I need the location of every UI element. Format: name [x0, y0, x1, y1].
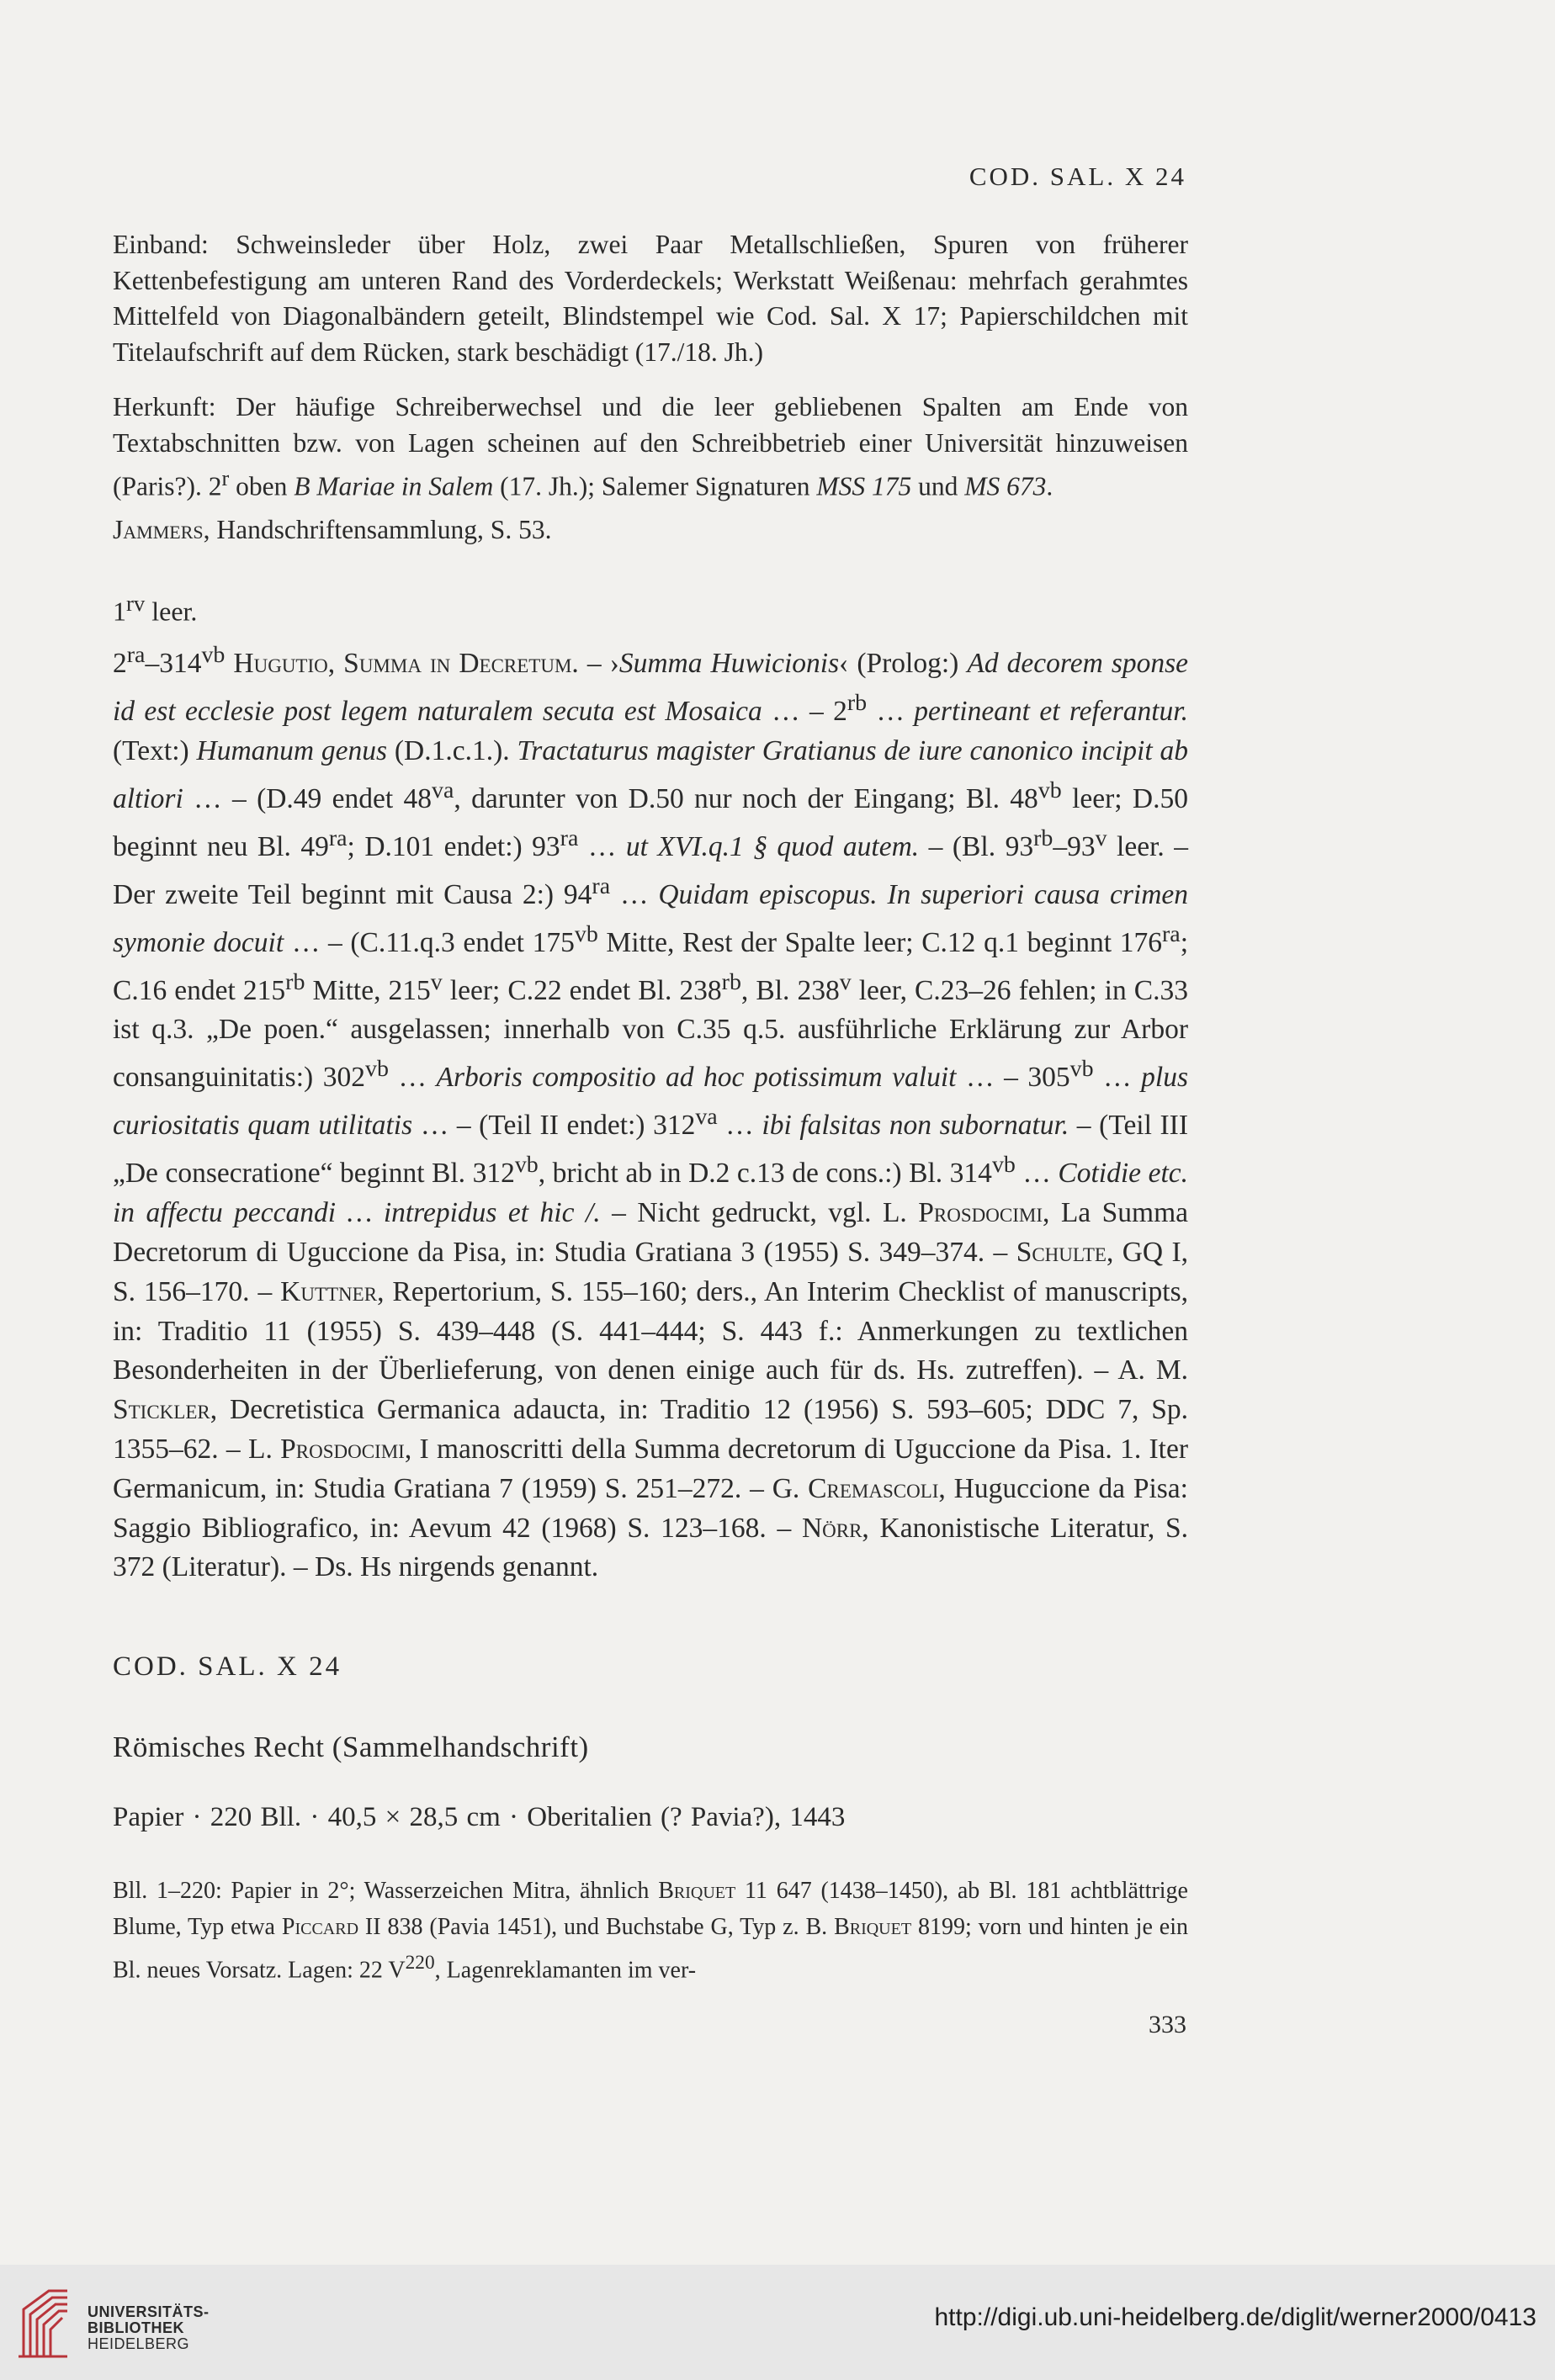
ub-heidelberg-logo-icon[interactable]: [15, 2284, 76, 2361]
einband-paragraph: Einband: Schweinsleder über Holz, zwei Paar Metallschließen, Spuren von früherer Kettenbefestigung am unteren Rand des Vorderdeckels; Werkstatt Weißenau: mehrfach gerahmtes Mittelfeld von Diagonalbändern geteilt, Blindstempel wie Cod. Sal. X 17; Papierschildchen mit Titelaufschrift auf dem Rücken, stark beschädigt (17./18. Jh.): [113, 230, 1188, 367]
permalink-url[interactable]: http://digi.ub.uni-heidelberg.de/diglit/werner2000/0413: [934, 2303, 1536, 2331]
section-meta: Papier · 220 Bll. · 40,5 × 28,5 cm · Oberitalien (? Pavia?), 1443: [113, 1802, 846, 1832]
main-content-paragraph: $2^{ra}-314^{vb}$ Hugutio, Summa in Decretum. – ›Summa Huwicionis‹ (Prolog:) Ad decorem sponse id est ecclesie post legem naturalem secuta est Mosaica … – $2^{rb}$ … pertineant et referantur. (Text:) Humanum genus (D.1.c.1.). Tractaturus magister Gratianus de iure canonico incipit ab altiori … – (D.49 endet $48^{va}$, darunter von D.50 nur noch der Eingang; Bl. $48^{vb}$ leer; D.50 beginnt neu Bl. $49^{ra}$; D.101 endet:) $93^{ra}$ … ut XVI.q.1 § quod autem. – (Bl. $93^{rb}-93^v$ leer. – Der zweite Teil beginnt mit Causa 2:) $94^{ra}$ … Quidam episcopus. In superiori causa crimen symonie docuit … – (C.11.q.3 endet $175^{vb}$ Mitte, Rest der Spalte leer; C.12 q.1 beginnt $176^{ra}$; C.16 endet $215^{rb}$ Mitte, 215$^v$ leer; C.22 endet Bl. $238^{rb}$, Bl. 238$^v$ leer, C.23–26 fehlen; in C.33 ist q.3. „De poen.“ ausgelassen; innerhalb von C.35 q.5. ausführliche Erklärung zur Arbor consanguinitatis:) $302^{vb}$ … Arboris compositio ad hoc potissimum valuit … – $305^{vb}$ … plus curiositatis quam utilitatis … – (Teil II endet:) $312^{va}$ … ibi falsitas non subornatur. – (Teil III „De consecratione“ beginnt Bl. $312^{vb}$, bricht ab in D.2 c.13 de cons.:) Bl. $314^{vb}$ … Cotidie etc. in affectu peccandi … intrepidus et hic /. – Nicht gedruckt, vgl. L. Prosdocimi, La Summa Decretorum di Uguccione da Pisa, in: Studia Gratiana 3 (1955) S. 349–374. – Schulte, GQ I, S. 156–170. – Kuttner, Repertorium, S. 155–160; ders., An Interim Checklist of manuscripts, in: Traditio 11 (1955) S. 439–448 (S. 441–444; S. 443 f.: Anmerkungen zu textlichen Besonderheiten in der Überlieferung, von denen einige auch für ds. Hs. zutreffen). – A. M. Stickler, Decretistica Germanica adaucta, in: Traditio 12 (1956) S. 593–605; DDC 7, Sp. 1355–62. – L. Prosdocimi, I manoscritti della Summa decretorum di Uguccione da Pisa. 1. Iter Germanicum, in: Studia Gratiana 7 (1959) S. 251–272. – G. Cremascoli, Huguccione da Pisa: Saggio Bibliografico, in: Aevum 42 (1968) S. 123–168. – Nörr, Kanonistische Literatur, S. 372 (Literatur). – Ds. Hs nirgends genannt.: [113, 642, 1189, 1583]
library-name: UNIVERSITÄTS- BIBLIOTHEK HEIDELBERG: [88, 2303, 210, 2352]
page-number: 333: [1149, 2011, 1186, 2038]
work-title: Hugutio, Summa in Decretum.: [233, 648, 579, 680]
leaf-empty-line: $1^{rv}$ leer.: [113, 591, 198, 627]
literature-line: Jammers, Handschriftensammlung, S. 53.: [113, 515, 552, 544]
running-head: COD. SAL. X 24: [969, 162, 1186, 191]
section-signature: COD. SAL. X 24: [113, 1651, 342, 1682]
bll-description-paragraph: Bll. 1–220: Papier in 2°; Wasserzeichen Mitra, ähnlich Briquet 11 647 (1438–1450), ab Bl. 181 achtblättrige Blume, Typ etwa Piccard II 838 (Pavia 1451), und Buchstabe G, Typ z. B. Briquet 8199; vorn und hinten je ein Bl. neues Vorsatz. Lagen: 22 $V^{220}$, Lagenreklamanten im ver-: [113, 1878, 1188, 1984]
herkunft-paragraph: Herkunft: Der häufige Schreiberwechsel und die leer gebliebenen Spalten am Ende von Textabschnitten bzw. von Lagen scheinen auf den Schreibbetrieb einer Universität hinzuweisen (Paris?). 2$^r$ oben B Mariae in Salem (17. Jh.); Salemer Signaturen MSS 175 und MS 673.: [113, 392, 1188, 501]
section-title: Römisches Recht (Sammelhandschrift): [113, 1731, 589, 1763]
